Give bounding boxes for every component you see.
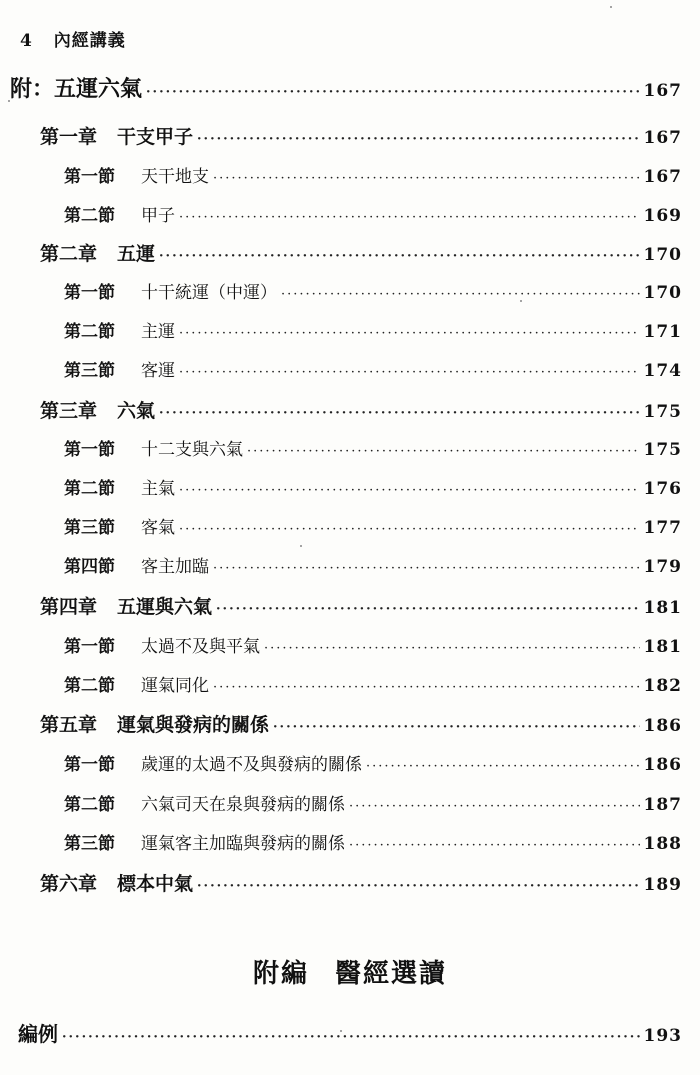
dot-leader [197, 132, 639, 147]
section-title: 運氣同化 [141, 676, 209, 696]
chapter-title: 五運與六氣 [117, 596, 213, 618]
section-number: 第一節 [64, 283, 115, 303]
toc-entry-chapter[interactable] [40, 592, 682, 619]
dot-leader [213, 680, 640, 695]
toc-entry-chapter[interactable] [40, 869, 682, 896]
section-number: 第二節 [64, 479, 115, 499]
dot-leader [179, 210, 640, 225]
chapter-number: 第六章 [40, 873, 98, 895]
toc-entry-title: 編例 [18, 1022, 58, 1046]
toc-entry-page: 182 [643, 676, 682, 696]
section-title: 運氣客主加臨與發病的關係 [141, 834, 345, 854]
section-title: 客運 [141, 361, 175, 381]
section-number: 第二節 [64, 676, 115, 696]
dot-leader [179, 483, 640, 498]
section-title: 主氣 [141, 479, 175, 499]
toc-entry-page: 167 [643, 128, 682, 148]
section-title: 甲子 [141, 206, 175, 226]
scan-speck [520, 300, 522, 302]
dot-leader [146, 85, 639, 100]
toc-entry-page: 177 [643, 518, 682, 538]
section-number: 第一節 [64, 637, 115, 657]
toc-entry-page: 170 [643, 283, 682, 303]
toc-entry-section[interactable] [64, 750, 682, 775]
toc-entry-page: 171 [643, 322, 682, 342]
chapter-number: 第五章 [40, 714, 98, 736]
toc-entry-section[interactable] [64, 201, 682, 226]
toc-entry-section[interactable] [64, 829, 682, 854]
book-title: 內經講義 [53, 31, 126, 51]
section-title: 六氣司天在泉與發病的關係 [141, 795, 345, 815]
dot-leader [281, 287, 640, 302]
section-number: 第一節 [64, 167, 115, 187]
chapter-number: 第一章 [40, 126, 98, 148]
toc-entry-page: 186 [643, 716, 682, 736]
toc-entry-section[interactable] [64, 435, 682, 460]
section-title: 十干統運（中運） [141, 283, 277, 303]
section-title: 十二支與六氣 [141, 440, 243, 460]
section-number: 第二節 [64, 795, 115, 815]
dot-leader [159, 406, 639, 421]
part-heading [0, 953, 700, 990]
dot-leader [264, 641, 640, 656]
dot-leader [213, 171, 640, 186]
section-title: 太過不及與平氣 [141, 637, 260, 657]
dot-leader [179, 522, 640, 537]
section-number: 第一節 [64, 755, 115, 775]
dot-leader [62, 1030, 640, 1045]
chapter-number: 第二章 [40, 243, 98, 265]
section-number: 第一節 [64, 440, 115, 460]
dot-leader [197, 879, 639, 894]
toc-entry-page: 189 [643, 875, 682, 895]
section-number: 第三節 [64, 518, 115, 538]
toc-entry-page: 176 [643, 479, 682, 499]
section-number: 第三節 [64, 361, 115, 381]
toc-entry-page: 170 [643, 245, 682, 265]
section-title: 主運 [141, 322, 175, 342]
dot-leader [213, 561, 640, 576]
toc-entry-section[interactable] [64, 317, 682, 342]
toc-entry-chapter[interactable] [40, 396, 682, 423]
chapter-title: 五運 [117, 243, 156, 265]
toc-entry-chapter[interactable] [40, 710, 682, 737]
toc-entry-chapter[interactable] [40, 239, 682, 266]
dot-leader [273, 720, 639, 735]
toc-entry-page: 175 [643, 402, 682, 422]
toc-entry-section[interactable] [64, 632, 682, 657]
section-title: 天干地支 [141, 167, 209, 187]
toc-entry-appendix[interactable] [10, 72, 682, 103]
section-title: 歲運的太過不及與發病的關係 [141, 755, 362, 775]
toc-entry-page: 181 [643, 637, 682, 657]
dot-leader [247, 444, 640, 459]
scan-speck [300, 545, 302, 547]
chapter-title: 運氣與發病的關係 [117, 714, 270, 736]
toc-entry-page: 175 [643, 440, 682, 460]
section-number: 第二節 [64, 322, 115, 342]
toc-entry-title: 附：五運六氣 [10, 76, 143, 102]
scan-speck [610, 6, 612, 8]
chapter-title: 干支甲子 [117, 126, 194, 148]
dot-leader [366, 759, 640, 774]
toc-entry-page: 167 [643, 81, 682, 101]
toc-entry-section[interactable] [64, 790, 682, 815]
toc-entry-section[interactable] [64, 474, 682, 499]
chapter-title: 標本中氣 [117, 873, 194, 895]
toc-entry-section[interactable] [64, 671, 682, 696]
toc-entry-section[interactable] [64, 513, 682, 538]
toc-entry-page: 181 [643, 598, 682, 618]
part-heading-right: 醫經選讀 [335, 959, 448, 989]
toc-entry-page: 186 [643, 755, 682, 775]
dot-leader [159, 249, 639, 264]
section-number: 第二節 [64, 206, 115, 226]
chapter-number: 第三章 [40, 400, 98, 422]
page-number: 4 [20, 31, 33, 51]
section-number: 第三節 [64, 834, 115, 854]
section-title: 客主加臨 [141, 557, 209, 577]
toc-entry-page: 193 [643, 1026, 682, 1046]
toc-entry-section[interactable] [64, 278, 682, 303]
toc-entry-page: 188 [643, 834, 682, 854]
dot-leader [216, 602, 639, 617]
section-number: 第四節 [64, 557, 115, 577]
toc-entry-page: 174 [643, 361, 682, 381]
section-title: 客氣 [141, 518, 175, 538]
toc-entry-chapter[interactable] [40, 122, 682, 149]
dot-leader [349, 838, 640, 853]
dot-leader [179, 326, 640, 341]
toc-entry-section[interactable] [64, 162, 682, 187]
toc-entry-page: 167 [643, 167, 682, 187]
toc-entry-page: 179 [643, 557, 682, 577]
dot-leader [179, 365, 640, 380]
toc-entry-section[interactable] [64, 552, 682, 577]
toc-entry-section[interactable] [64, 356, 682, 381]
scan-speck [8, 100, 10, 102]
toc-entry-page: 187 [643, 795, 682, 815]
chapter-number: 第四章 [40, 596, 98, 618]
chapter-title: 六氣 [117, 400, 156, 422]
toc-entry-page: 169 [643, 206, 682, 226]
toc-entry-front-matter[interactable] [18, 1018, 682, 1047]
part-heading-left: 附編 [252, 959, 309, 989]
scan-speck [340, 1030, 342, 1032]
dot-leader [349, 799, 640, 814]
